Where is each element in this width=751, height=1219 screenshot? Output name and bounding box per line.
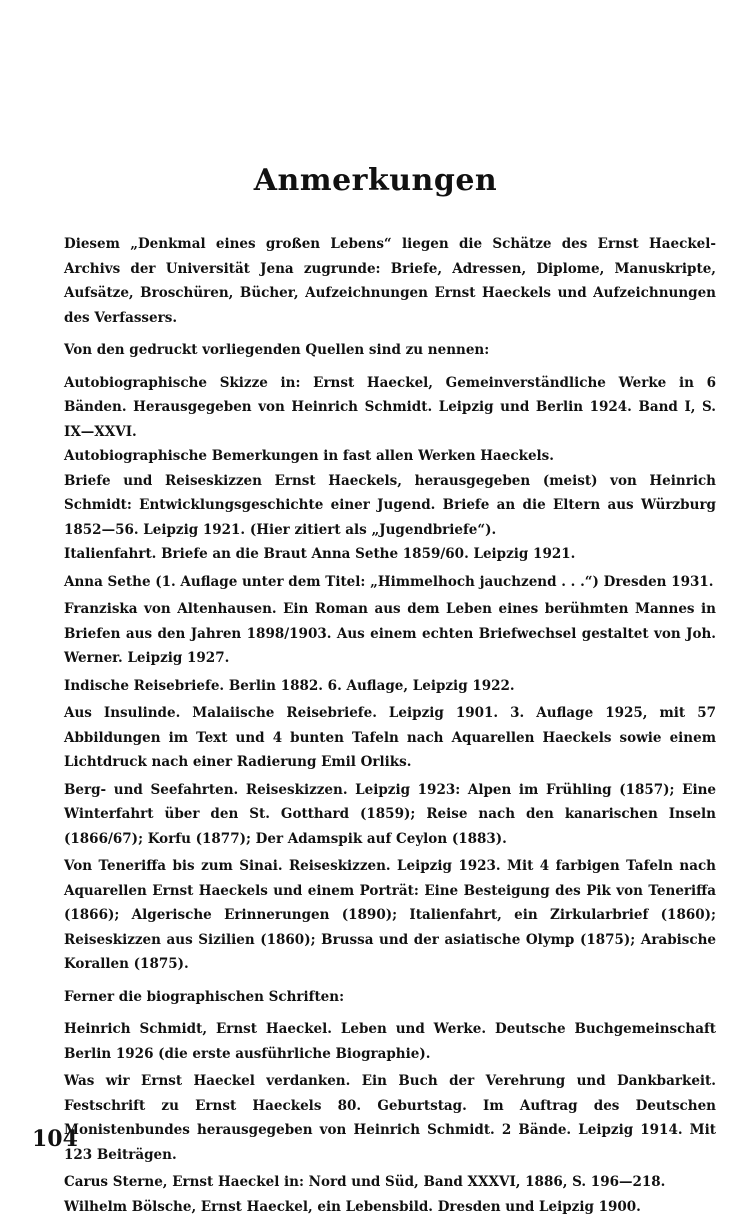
source-entry: Autobiographische Bemerkungen in fast allen Werken Haeckels.: [64, 444, 716, 469]
biography-entry: Was wir Ernst Haeckel verdanken. Ein Buch der Verehrung und Dankbarkeit. Festschrift zu Ernst Haeckels 80. Geburtstag. Im Auftrag des Deutschen Monistenbundes herausgegeben von Heinrich Schmidt. 2 Bände. Leipzig 1914. Mit 123 Beiträgen.: [64, 1069, 716, 1167]
biographies-heading: Ferner die biographischen Schriften:: [64, 985, 716, 1010]
page-title: Anmerkungen: [0, 163, 751, 198]
source-entry: Aus Insulinde. Malaiische Reisebriefe. Leipzig 1901. 3. Auflage 1925, mit 57 Abbildungen im Text und 4 bunten Tafeln nach Aquarellen Haeckels sowie einem Lichtdruck nach einer Radierung Emil Orliks.: [64, 701, 716, 775]
source-entry: Briefe und Reiseskizzen Ernst Haeckels, herausgegeben (meist) von Heinrich Schmidt: Entwicklungsgeschichte einer Jugend. Briefe an die Eltern aus Würzburg 1852—56. Leipzig 1921. (Hier zitiert als „Jugendbriefe“).: [64, 469, 716, 543]
source-entry: Italienfahrt. Briefe an die Braut Anna Sethe 1859/60. Leipzig 1921.: [64, 542, 716, 567]
biography-entry: Heinrich Schmidt, Ernst Haeckel. Leben und Werke. Deutsche Buchgemeinschaft Berlin 1926 (die erste ausführliche Biographie).: [64, 1017, 716, 1066]
page-number: 104: [32, 1126, 78, 1152]
source-entry: Von Teneriffa bis zum Sinai. Reiseskizzen. Leipzig 1923. Mit 4 farbigen Tafeln nach Aquarellen Ernst Haeckels und einem Porträt: Eine Besteigung des Pik von Teneriffa (1866); Algerische Erinnerungen (1890); Italienfahrt, ein Zirkularbrief (1860); Reiseskizzen aus Sizilien (1860); Brussa und der asiatische Olymp (1875); Arabische Korallen (1875).: [64, 854, 716, 977]
source-entry: Autobiographische Skizze in: Ernst Haeckel, Gemeinverständliche Werke in 6 Bänden. Herausgegeben von Heinrich Schmidt. Leipzig und Berlin 1924. Band I, S. IX—XXVI.: [64, 371, 716, 445]
biography-entry: Carus Sterne, Ernst Haeckel in: Nord und Süd, Band XXXVI, 1886, S. 196—218.: [64, 1170, 716, 1195]
intro-paragraph: Diesem „Denkmal eines großen Lebens“ liegen die Schätze des Ernst Haeckel-Archivs der Universität Jena zugrunde: Briefe, Adressen, Diplome, Manuskripte, Aufsätze, Broschüren, Bücher, Aufzeichnungen Ernst Haeckels und Aufzeichnungen des Verfassers.: [64, 232, 716, 330]
notes-body: [64, 232, 716, 1219]
source-entry: Indische Reisebriefe. Berlin 1882. 6. Auflage, Leipzig 1922.: [64, 674, 716, 699]
source-entry: Berg- und Seefahrten. Reiseskizzen. Leipzig 1923: Alpen im Frühling (1857); Eine Winterfahrt über den St. Gotthard (1859); Reise nach den kanarischen Inseln (1866/67); Korfu (1877); Der Adamspik auf Ceylon (1883).: [64, 778, 716, 852]
source-entry: Franziska von Altenhausen. Ein Roman aus dem Leben eines berühmten Mannes in Briefen aus den Jahren 1898/1903. Aus einem echten Briefwechsel gestaltet von Joh. Werner. Leipzig 1927.: [64, 597, 716, 671]
source-entry: Anna Sethe (1. Auflage unter dem Titel: „Himmelhoch jauchzend . . .“) Dresden 1931.: [64, 570, 716, 595]
biography-entry: Wilhelm Bölsche, Ernst Haeckel, ein Lebensbild. Dresden und Leipzig 1900.: [64, 1195, 716, 1219]
sources-heading: Von den gedruckt vorliegenden Quellen sind zu nennen:: [64, 338, 716, 363]
